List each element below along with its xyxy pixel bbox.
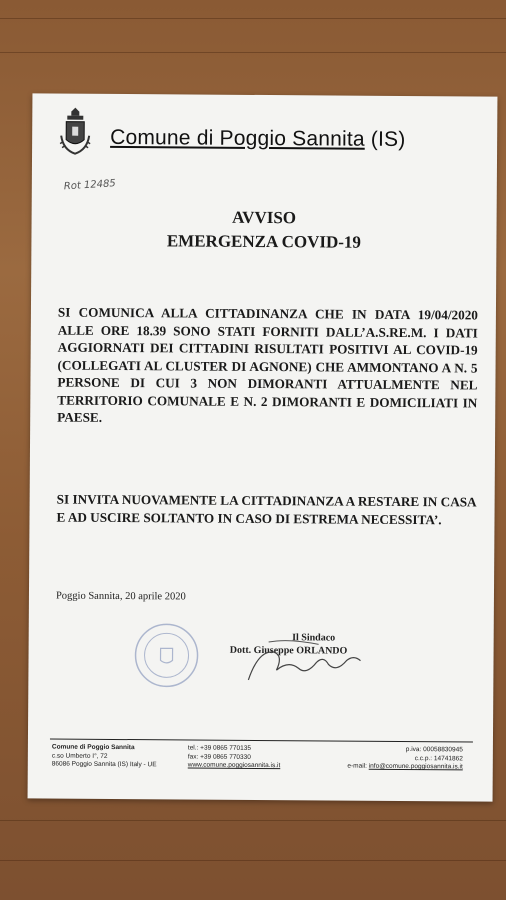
province-code: (IS) <box>370 127 406 151</box>
footer-email-label: e-mail: <box>347 762 367 770</box>
footer-divider <box>50 739 473 743</box>
footer-fiscal <box>313 745 463 772</box>
footer-org: Comune di Poggio Sannita <box>51 743 135 752</box>
footer-email-link[interactable]: info@comune.poggiosannita.is.it <box>368 762 463 771</box>
municipality-name: Comune di Poggio Sannita <box>110 125 365 151</box>
handwritten-signature <box>228 630 368 691</box>
page-title <box>110 126 490 153</box>
notice-paragraph-1: SI COMUNICA ALLA CITTADINANZA CHE IN DATA 19/04/2020 ALLE ORE 18.39 SONO STATI FORNITI DALL’A.S.RE.M. I DATI AGGIORNATI DEI CITTADINI RISULTATI POSITIVI AL COVID-19 (COLLEGATI AL CLUSTER DI AGNONE) CHE AMMONTANO A N. 5 PERSONE DI CUI 3 NON DIMORANTI ATTUALMENTE NEL TERRITORIO COMUNALE E N. 2 DIMORANTI E DOMICILIATI IN PAESE. <box>57 304 478 425</box>
notice-title: AVVISO <box>232 207 297 228</box>
notice-subtitle: EMERGENZA COVID-19 <box>166 231 362 252</box>
signatory-role: Il Sindaco <box>292 632 336 644</box>
notice-paragraph-2: SI INVITA NUOVAMENTE LA CITTADINANZA A RESTARE IN CASA E AD USCIRE SOLTANTO IN CASO DI ESTREMA NECESSITA’. <box>56 491 477 527</box>
footer-address <box>52 744 157 770</box>
footer-address-line-1: c.so Umberto I°, 72 <box>51 752 108 760</box>
place-date-line: Poggio Sannita, 20 aprile 2020 <box>55 590 186 603</box>
notice-sheet <box>28 93 498 801</box>
footer-address-line-2: 86086 Poggio Sannita (IS) Italy - UE <box>51 760 157 769</box>
municipal-crest-icon <box>57 106 93 161</box>
handwritten-protocol-note: Rot 12485 <box>63 178 117 193</box>
footer-tel: tel.: +39 0865 770135 <box>187 744 252 752</box>
footer-contacts <box>188 744 281 770</box>
footer-website-link[interactable]: www.comune.poggiosannita.is.it <box>187 761 281 770</box>
official-stamp-icon <box>133 622 199 688</box>
footer-piva: p.iva: 00058830945 <box>405 746 463 754</box>
footer-ccp: c.c.p.: 14741862 <box>414 754 463 762</box>
signatory-name: Dott. Giuseppe ORLANDO <box>229 644 348 657</box>
footer-fax: fax: +39 0865 770330 <box>187 752 251 761</box>
